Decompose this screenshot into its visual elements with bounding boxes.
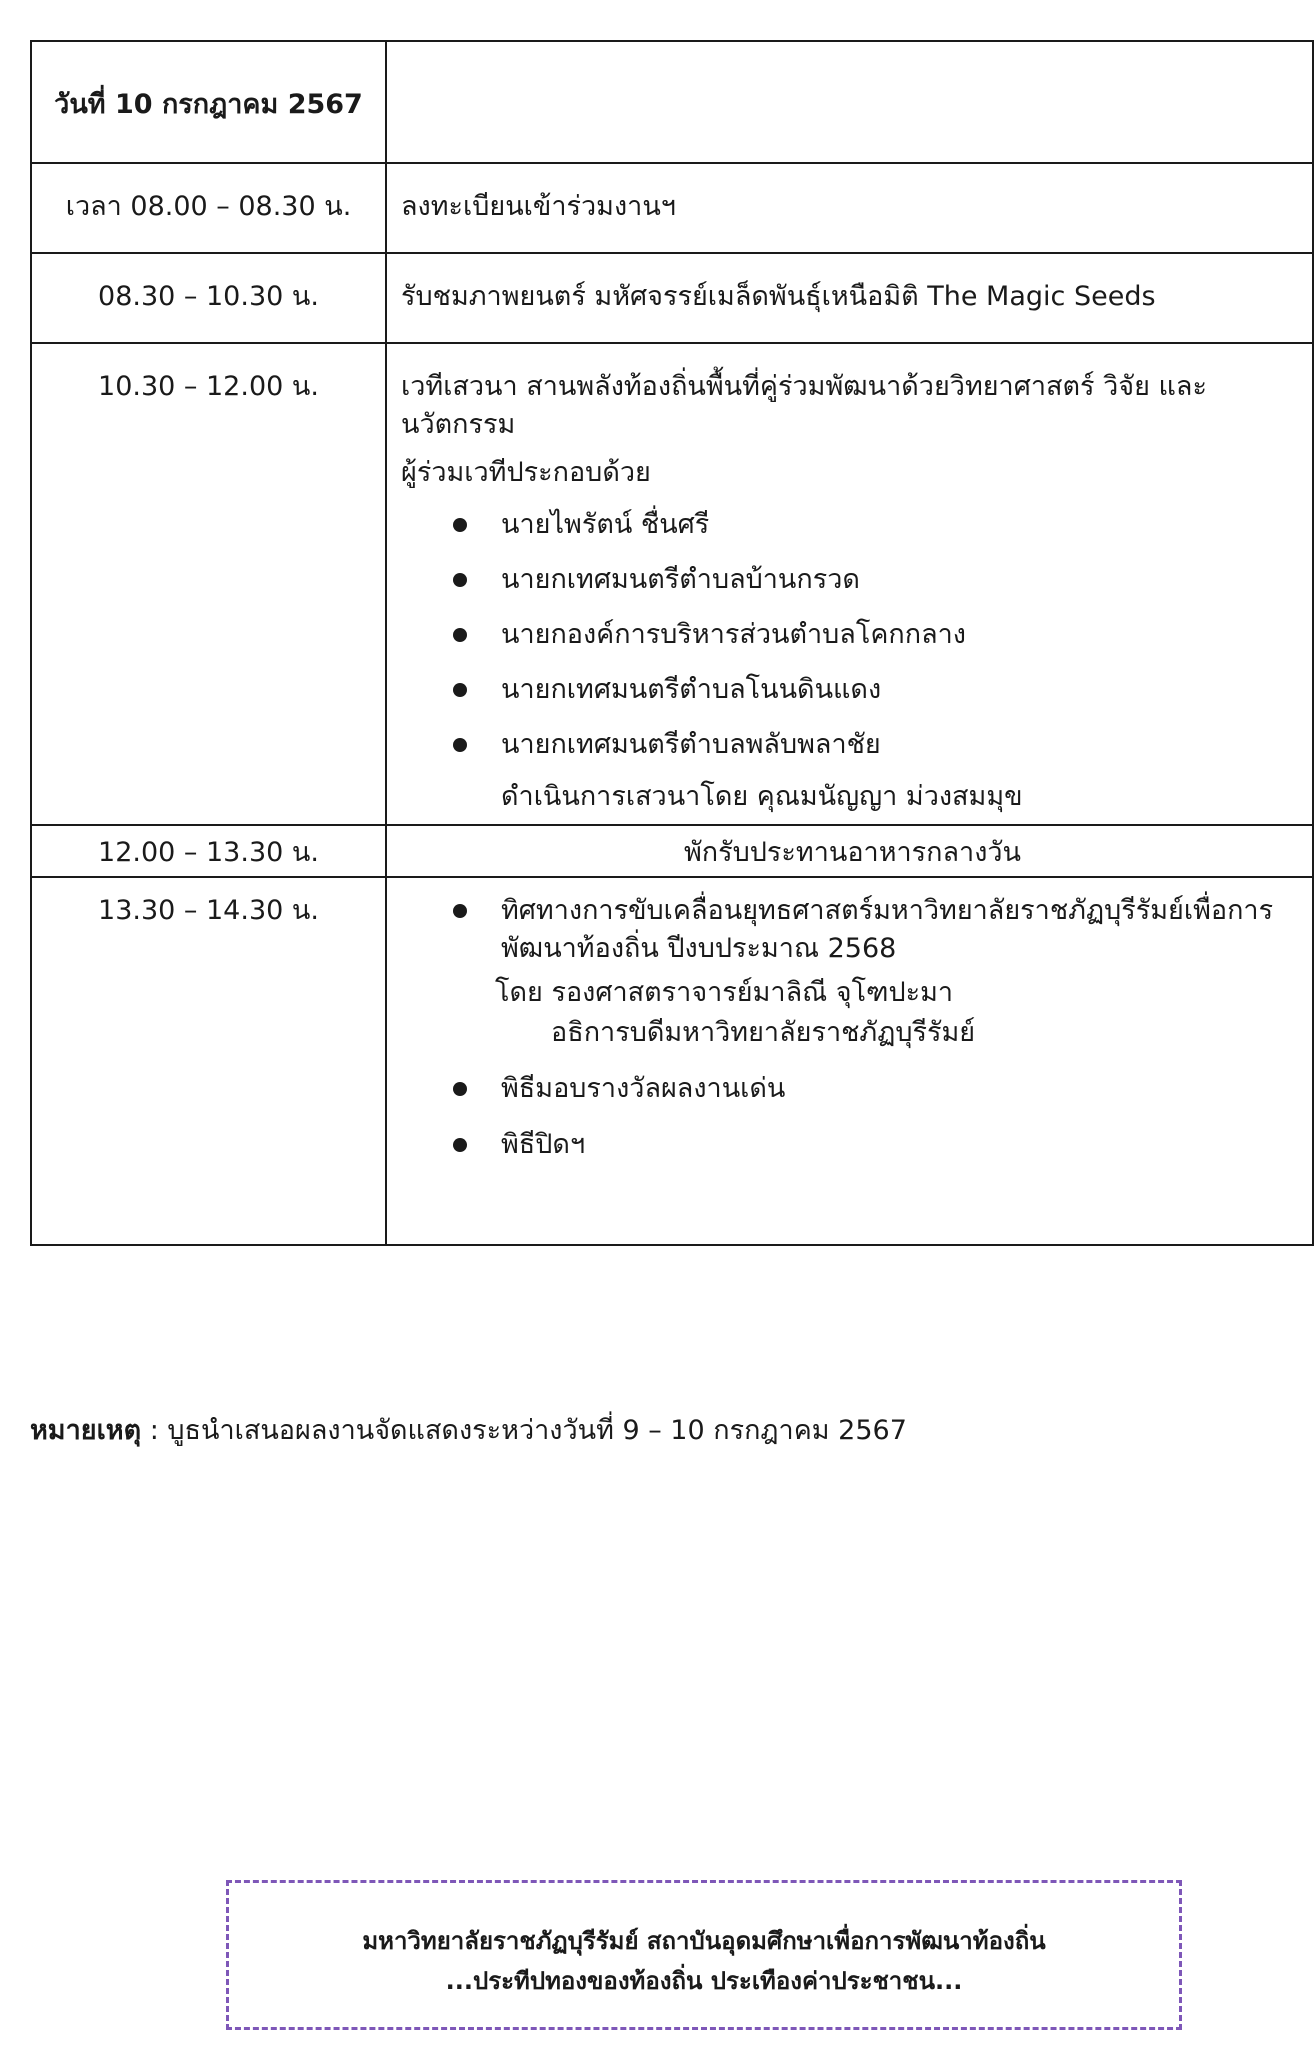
- table-row: [31, 343, 1313, 825]
- list-item: [401, 1126, 1304, 1164]
- list-item: [401, 506, 1304, 544]
- list-item: [401, 892, 1304, 1052]
- time-cell: [31, 163, 386, 253]
- footer-line-1: มหาวิทยาลัยราชภัฏบุรีรัมย์ สถาบันอุดมศึกษาเพื่อการพัฒนาท้องถิ่น: [362, 1927, 1046, 1955]
- list-item: [401, 726, 1304, 816]
- time-label: เวลา 08.00 – 08.30 น.: [65, 191, 352, 222]
- participant-name: นายกเทศมนตรีตำบลพลับพลาชัย: [501, 729, 881, 760]
- note-label: หมายเหตุ: [30, 1415, 142, 1446]
- schedule-table: [30, 40, 1314, 1246]
- participant-name: นายกเทศมนตรีตำบลบ้านกรวด: [501, 564, 860, 595]
- table-row: [31, 163, 1313, 253]
- list-item: [401, 671, 1304, 709]
- participant-name: นายไพรัตน์ ชื่นศรี: [501, 509, 710, 540]
- participant-list: [401, 506, 1304, 816]
- time-cell: [31, 877, 386, 1245]
- description-cell: [386, 877, 1313, 1245]
- closing-list: [401, 892, 1304, 1164]
- description-cell: [386, 343, 1313, 825]
- table-row-date: [31, 41, 1313, 163]
- time-label: 08.30 – 10.30 น.: [98, 281, 319, 312]
- bullet-icon: [453, 573, 467, 587]
- bullet-icon: [453, 518, 467, 532]
- forum-intro: ผู้ร่วมเวทีประกอบด้วย: [401, 457, 651, 488]
- note-text: บูธนำเสนอผลงานจัดแสดงระหว่างวันที่ 9 – 10 กรกฎาคม 2567: [167, 1415, 907, 1446]
- moderator-text: ดำเนินการเสวนาโดย คุณมนัญญา ม่วงสมมุข: [501, 781, 1023, 812]
- description-cell: [386, 253, 1313, 343]
- participant-name: นายกเทศมนตรีตำบลโนนดินแดง: [501, 674, 882, 705]
- description-cell: [386, 163, 1313, 253]
- speaker-role: อธิการบดีมหาวิทยาลัยราชภัฏบุรีรัมย์: [551, 1017, 976, 1048]
- agenda-item-text: ทิศทางการขับเคลื่อนยุทธศาสตร์มหาวิทยาลัยราชภัฏบุรีรัมย์เพื่อการพัฒนาท้องถิ่น ปีงบประมาณ 2568: [501, 895, 1274, 964]
- description-cell: [386, 825, 1313, 877]
- speaker-text: โดย รองศาสตราจารย์มาลิณี จุโฑปะมา: [495, 977, 954, 1008]
- forum-title: เวทีเสวนา สานพลังท้องถิ่นพื้นที่คู่ร่วมพัฒนาด้วยวิทยาศาสตร์ วิจัย และนวัตกรรม: [401, 371, 1207, 440]
- agenda-item-text: พิธีปิดฯ: [501, 1129, 586, 1160]
- date-header-empty-cell: [386, 41, 1313, 163]
- footer-line-2: ...ประทีปทองของท้องถิ่น ประเทืองค่าประชาชน...: [445, 1967, 963, 1995]
- date-header-cell: [31, 41, 386, 163]
- bullet-icon: [453, 1138, 467, 1152]
- closing-items: [401, 892, 1304, 1164]
- bullet-icon: [453, 683, 467, 697]
- description-text: รับชมภาพยนตร์ มหัศจรรย์เมล็ดพันธุ์เหนือมิติ The Magic Seeds: [401, 281, 1156, 312]
- time-label: 13.30 – 14.30 น.: [98, 895, 319, 926]
- time-cell: [31, 253, 386, 343]
- table-row: [31, 253, 1313, 343]
- time-cell: [31, 343, 386, 825]
- description-text: ลงทะเบียนเข้าร่วมงานฯ: [401, 191, 676, 222]
- time-cell: [31, 825, 386, 877]
- bullet-icon: [453, 1082, 467, 1096]
- participant-name: นายกองค์การบริหารส่วนตำบลโคกกลาง: [501, 619, 966, 650]
- list-item: [401, 616, 1304, 654]
- table-row: [31, 877, 1313, 1245]
- description-text: พักรับประทานอาหารกลางวัน: [683, 837, 1022, 868]
- agenda-item-text: พิธีมอบรางวัลผลงานเด่น: [501, 1073, 786, 1104]
- time-label: 10.30 – 12.00 น.: [98, 371, 319, 402]
- bullet-icon: [453, 738, 467, 752]
- bullet-icon: [453, 628, 467, 642]
- list-item: [401, 1070, 1304, 1108]
- date-header: วันที่ 10 กรกฎาคม 2567: [54, 89, 363, 120]
- list-item: [401, 561, 1304, 599]
- bullet-icon: [453, 904, 467, 918]
- note-separator: :: [141, 1415, 168, 1446]
- time-label: 12.00 – 13.30 น.: [98, 837, 319, 868]
- note: [30, 1408, 907, 1451]
- table-row: [31, 825, 1313, 877]
- footer-motto-box: [226, 1880, 1182, 2030]
